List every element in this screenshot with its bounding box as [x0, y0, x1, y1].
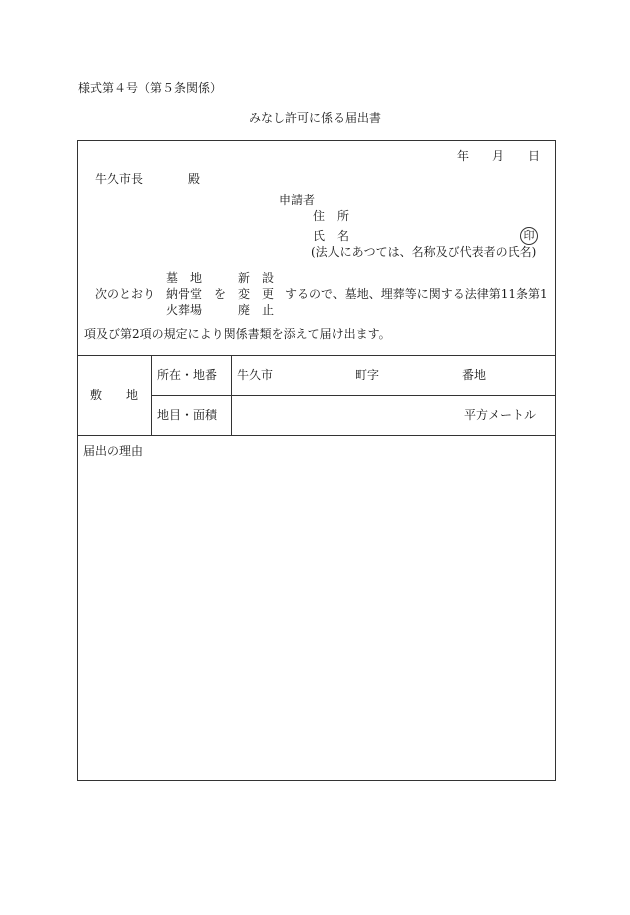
statement-lead: 次のとおり [95, 287, 156, 301]
applicant-address-label: 住 所 [313, 209, 350, 223]
action-abolish: 廃 止 [238, 303, 275, 317]
action-new: 新 設 [238, 271, 275, 285]
form-number: 様式第４号（第５条関係） [78, 81, 223, 95]
reason-label: 届出の理由 [83, 444, 144, 458]
divider-site-col2 [231, 355, 232, 435]
corporate-note: (法人にあつては、名称及び代表者の氏名) [311, 245, 537, 259]
site-location-label: 所在・地番 [157, 368, 218, 382]
date-month-label: 月 [492, 149, 505, 163]
statement-line2: 項及び第2項の規定により関係書類を添えて届け出ます。 [84, 327, 391, 341]
date-day-label: 日 [528, 149, 541, 163]
document-title: みなし許可に係る届出書 [248, 111, 381, 125]
applicant-heading: 申請者 [279, 193, 316, 207]
date-year-label: 年 [457, 149, 470, 163]
facility-type-cemetery: 墓 地 [166, 271, 203, 285]
site-land-area-label: 地目・面積 [157, 408, 218, 422]
facility-type-ossuary: 納骨堂 [166, 287, 203, 301]
site-location-town: 町字 [355, 368, 380, 382]
divider-site-rows [151, 395, 556, 396]
site-section-label: 敷 地 [90, 388, 139, 402]
addressee-honorific: 殿 [188, 172, 201, 186]
divider-notice-bottom [77, 355, 556, 356]
statement-particle: を [214, 287, 227, 301]
divider-site-col1 [151, 355, 152, 435]
divider-site-bottom [77, 435, 556, 436]
action-change: 変 更 [238, 287, 275, 301]
seal-mark: 印 [520, 227, 538, 245]
addressee-name: 牛久市長 [95, 172, 144, 186]
applicant-name-label: 氏 名 [313, 229, 350, 243]
facility-type-crematorium: 火葬場 [166, 303, 203, 317]
statement-tail: するので、墓地、埋葬等に関する法律第11条第1 [285, 287, 548, 301]
site-area-unit: 平方メートル [464, 408, 537, 422]
site-location-lot: 番地 [462, 368, 487, 382]
site-location-city: 牛久市 [237, 368, 274, 382]
